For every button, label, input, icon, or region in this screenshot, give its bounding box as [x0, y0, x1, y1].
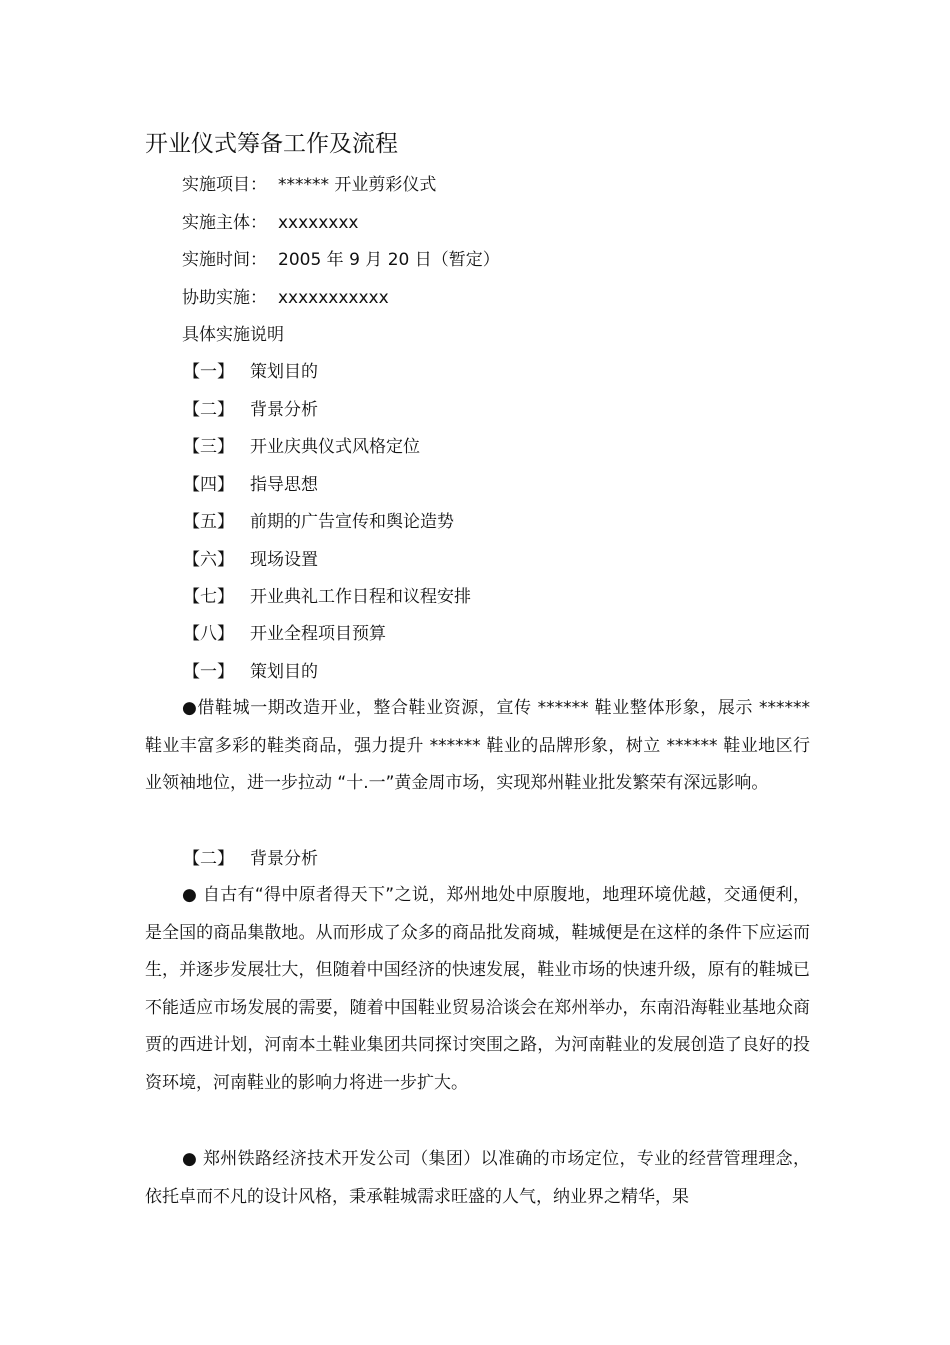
- toc-text: 前期的广告宣传和舆论造势: [250, 512, 454, 532]
- toc-item: [183, 622, 386, 646]
- toc-bracket: 【七】: [183, 587, 234, 607]
- toc-bracket: 【一】: [183, 362, 234, 382]
- toc-text: 现场设置: [250, 550, 318, 570]
- toc-text: 指导思想: [250, 475, 318, 495]
- toc-item: [183, 585, 471, 609]
- info-value: xxxxxxxxxxx: [278, 288, 389, 308]
- toc-bracket: 【八】: [183, 624, 234, 644]
- section-bracket: 【一】: [183, 662, 234, 682]
- explain-heading: 具体实施说明: [182, 325, 284, 345]
- info-label: 实施时间：: [182, 250, 267, 270]
- paragraph-company: ● 郑州铁路经济技术开发公司（集团）以准确的市场定位，专业的经营管理理念，依托卓而不凡的设计风格，秉承鞋城需求旺盛的人气，纳业界之精华，果: [145, 1149, 810, 1207]
- toc-bracket: 【三】: [183, 437, 234, 457]
- toc-bracket: 【六】: [183, 550, 234, 570]
- section-text: 策划目的: [250, 662, 318, 682]
- info-row-project: [182, 173, 436, 197]
- section-heading-1: [183, 660, 318, 684]
- document-title: 开业仪式筹备工作及流程: [145, 131, 398, 157]
- info-row-subject: [182, 211, 358, 235]
- section-bracket: 【二】: [183, 849, 234, 869]
- toc-item: [183, 360, 318, 384]
- info-value: xxxxxxxx: [278, 213, 359, 233]
- toc-text: 开业全程项目预算: [250, 624, 386, 644]
- toc-bracket: 【五】: [183, 512, 234, 532]
- toc-item: [183, 435, 420, 459]
- info-value: 2005 年 9 月 20 日（暂定）: [278, 250, 500, 270]
- toc-text: 开业典礼工作日程和议程安排: [250, 587, 471, 607]
- toc-item: [183, 473, 318, 497]
- paragraph-purpose: ●借鞋城一期改造开业，整合鞋业资源，宣传 ****** 鞋业整体形象，展示 ****** 鞋业丰富多彩的鞋类商品，强力提升 ****** 鞋业的品牌形象，树立 ****** 鞋业地区行业领袖地位，进一步拉动 “十.一”黄金周市场，实现郑州鞋业批发繁荣有深远影响。: [145, 698, 810, 794]
- info-label: 实施主体：: [182, 213, 267, 233]
- toc-text: 背景分析: [250, 400, 318, 420]
- info-row-assist: [182, 286, 389, 310]
- info-label: 实施项目：: [182, 175, 267, 195]
- info-label: 协助实施：: [182, 288, 267, 308]
- info-value: ****** 开业剪彩仪式: [278, 175, 437, 195]
- section-heading-2: [183, 847, 318, 871]
- toc-item: [183, 398, 318, 422]
- toc-text: 策划目的: [250, 362, 318, 382]
- toc-bracket: 【四】: [183, 475, 234, 495]
- paragraph-background: ● 自古有“得中原者得天下”之说，郑州地处中原腹地，地理环境优越，交通便利，是全国的商品集散地。从而形成了众多的商品批发商城，鞋城便是在这样的条件下应运而生，并逐步发展壮大，但随着中国经济的快速发展，鞋业市场的快速升级，原有的鞋城已不能适应市场发展的需要，随着中国鞋业贸易洽谈会在郑州举办，东南沿海鞋业基地众商贾的西进计划，河南本土鞋业集团共同探讨突围之路，为河南鞋业的发展创造了良好的投资环境，河南鞋业的影响力将进一步扩大。: [145, 885, 810, 1093]
- section-text: 背景分析: [250, 849, 318, 869]
- info-row-time: [182, 248, 500, 272]
- toc-item: [183, 510, 454, 534]
- toc-text: 开业庆典仪式风格定位: [250, 437, 420, 457]
- toc-bracket: 【二】: [183, 400, 234, 420]
- toc-item: [183, 548, 318, 572]
